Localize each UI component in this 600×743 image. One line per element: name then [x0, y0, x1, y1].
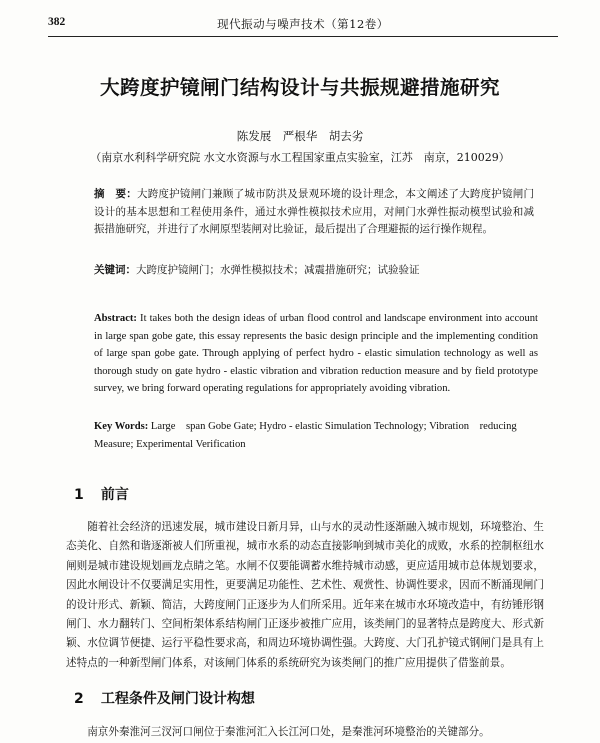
keywords-en — [94, 418, 538, 453]
keywords-en-label: Key Words: — [94, 421, 149, 432]
page-number: 382 — [48, 16, 66, 28]
keywords-cn-label: 关键词： — [94, 264, 136, 276]
paper-title: 大跨度护镜闸门结构设计与共振规避措施研究 — [99, 76, 500, 99]
abstract-cn — [94, 186, 534, 239]
affiliation: （南京水利科学研究院 水文水资源与水工程国家重点实验室，江苏 南京，210029） — [90, 151, 510, 164]
abstract-en-text: It takes both the design ideas of urban flood control and landscape environment into account in large span gobe gate, this essay represents the basic design principle and the implementing condition of large span gobe gate. Through applying of perfect hydro - elastic simulation technology as well as thorough study on gate hydro - elastic vibration and vibration reduction measure and by field prototype survey, we bring forward operating regulations for appropriately avoiding vibration. — [94, 313, 538, 395]
section-1-body: 随着社会经济的迅速发展，城市建设日新月异，山与水的灵动性逐渐融入城市规划，环境整治、生态美化、自然和谐逐渐被人们所重视，城市水系的动态直接影响到城市美化的成败，水系的控制枢纽水闸则是城市建设规划画龙点睛之笔。水闸不仅要能调蓄水维持城市动感，更应适用城市总体规划要求，因此水闸设计不仅要满足实用性，更要满足功能性、艺术性、观赏性、协调性要求，因而不断涌现闸门的设计形式、新颖、简洁，大跨度闸门正逐步为人们所采用。近年来在城市水环境改造中，有纺锤形钢闸门、水力翻转门、空间桁架体系结构闸门正逐步被推广应用，该类闸门的显著特点是跨度大、形式新颖、水位调节便捷、运行平稳性要求高，和周边环境协调性强。大跨度、大门孔护镜式钢闸门是具有上述特点的一种新型闸门体系，对该闸门体系的系统研究为该类闸门的推广应用提供了借鉴前景。 — [66, 521, 544, 669]
section-2-number: 2 — [74, 691, 84, 707]
abstract-en-label: Abstract: — [94, 313, 137, 324]
section-2-body: 南京外秦淮河三汊河口闸位于秦淮河汇入长江河口处，是秦淮河环境整治的关键部分。 — [87, 726, 490, 738]
section-2-title: 工程条件及闸门设计构想 — [100, 691, 255, 707]
section-1-number: 1 — [74, 487, 84, 503]
abstract-cn-text: 大跨度护镜闸门兼顾了城市防洪及景观环境的设计理念，本文阐述了大跨度护镜闸门设计的基本思想和工程使用条件，通过水弹性模拟技术应用，对闸门水弹性振动模型试验和减振措施研究，并进行了水闸原型装闸对比验证，最后提出了合理避振的运行操作规程。 — [94, 188, 535, 235]
keywords-cn-text: 大跨度护镜闸门；水弹性模拟技术；减震措施研究；试验验证 — [136, 264, 420, 276]
keywords-en-text: Large span Gobe Gate; Hydro - elastic Simulation Technology; Vibration reducing Measure; Experimental Verification — [94, 421, 517, 450]
keywords-cn — [94, 262, 534, 279]
abstract-en — [94, 310, 538, 398]
abstract-cn-label: 摘 要： — [94, 188, 137, 200]
section-2-heading — [74, 688, 255, 708]
authors: 陈发展 严根华 胡去劣 — [236, 129, 364, 143]
running-head — [48, 14, 558, 37]
journal-name: 现代振动与噪声技术（第12卷） — [217, 17, 389, 31]
section-1-title: 前言 — [100, 487, 129, 503]
section-1-heading — [74, 484, 129, 504]
